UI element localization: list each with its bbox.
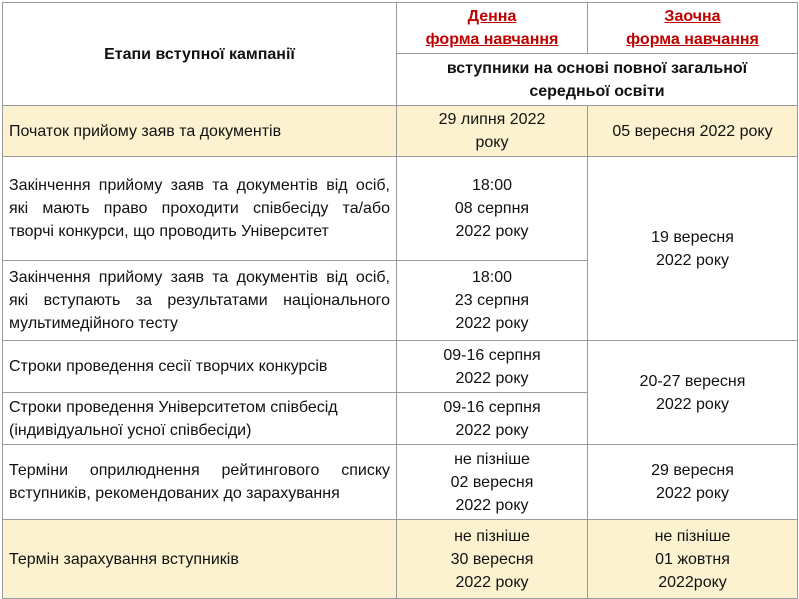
- part-form-header: [588, 3, 798, 54]
- part-cell-merged: [588, 157, 798, 341]
- stage-cell: Термін зарахування вступників: [3, 520, 397, 599]
- day-line: 2022 року: [455, 369, 529, 387]
- day-line: 29 липня 2022: [438, 111, 546, 128]
- day-line: 02 вересня: [450, 473, 534, 491]
- day-cell: [397, 445, 588, 520]
- day-line: 2022 року: [455, 315, 529, 332]
- day-cell: [397, 341, 588, 393]
- part-line: 19 вересня: [651, 228, 734, 246]
- part-line: 29 вересня: [651, 462, 734, 479]
- basis-header: [397, 54, 798, 106]
- day-line: 23 серпня: [454, 292, 530, 309]
- day-line: 2022 року: [455, 573, 529, 591]
- part-line: 2022року: [658, 573, 727, 591]
- stage-cell: Строки проведення Університетом співбесід (індивідуальної усної співбесіди): [3, 393, 397, 445]
- day-cell: [397, 157, 588, 261]
- basis-line-2: середньої освіти: [529, 82, 665, 100]
- header-row: [3, 3, 798, 54]
- day-line: 2022 року: [455, 496, 529, 514]
- part-line: 01 жовтня: [655, 550, 730, 568]
- day-line: не пізніше: [454, 527, 530, 545]
- stage-cell: Строки проведення сесії творчих конкурсів: [3, 341, 397, 393]
- day-form-title: Денна: [467, 8, 517, 25]
- table-row: [3, 445, 798, 520]
- table-row: [3, 106, 798, 157]
- day-cell: [397, 520, 588, 599]
- table-row: [3, 341, 798, 393]
- day-cell: [397, 261, 588, 341]
- day-line: року: [475, 134, 509, 151]
- stage-cell: Початок прийому заяв та документів: [3, 106, 397, 157]
- day-line: 2022 року: [455, 223, 529, 240]
- day-line: 18:00: [471, 177, 513, 194]
- part-cell-merged: [588, 341, 798, 445]
- part-line: 2022 року: [655, 485, 729, 502]
- day-form-subtitle: форма навчання: [425, 31, 559, 48]
- day-line: 18:00: [471, 269, 513, 286]
- admission-schedule-table: [2, 2, 798, 599]
- day-cell: [397, 106, 588, 157]
- day-line: не пізніше: [454, 450, 530, 468]
- day-line: 08 серпня: [454, 200, 530, 217]
- stage-cell: Закінчення прийому заяв та документів від осіб, які вступають за результатами національного мультимедійного тесту: [3, 261, 397, 341]
- basis-line-1: вступники на основі повної загальної: [446, 59, 748, 77]
- part-cell: [588, 520, 798, 599]
- day-cell: [397, 393, 588, 445]
- stage-cell: Закінчення прийому заяв та документів від осіб, які мають право проходити співбесіду та/або творчі конкурси, що проводить Університет: [3, 157, 397, 261]
- part-cell: 05 вересня 2022 року: [588, 106, 798, 157]
- part-form-title: Заочна: [664, 8, 721, 25]
- part-line: 2022 року: [655, 395, 729, 413]
- day-line: 30 вересня: [450, 550, 534, 568]
- part-cell: [588, 445, 798, 520]
- table-row: [3, 520, 798, 599]
- part-line: 20-27 вересня: [639, 372, 746, 390]
- part-line: не пізніше: [654, 527, 731, 545]
- day-line: 09-16 серпня: [443, 346, 541, 364]
- part-line: 2022 року: [655, 251, 729, 269]
- day-form-header: [397, 3, 588, 54]
- day-line: 2022 року: [455, 421, 529, 439]
- part-form-subtitle: форма навчання: [626, 31, 759, 48]
- stages-header: Етапи вступної кампанії: [3, 3, 397, 106]
- table-row: [3, 157, 798, 261]
- stage-cell: Терміни оприлюднення рейтингового списку вступників, рекомендованих до зарахування: [3, 445, 397, 520]
- day-line: 09-16 серпня: [443, 398, 541, 416]
